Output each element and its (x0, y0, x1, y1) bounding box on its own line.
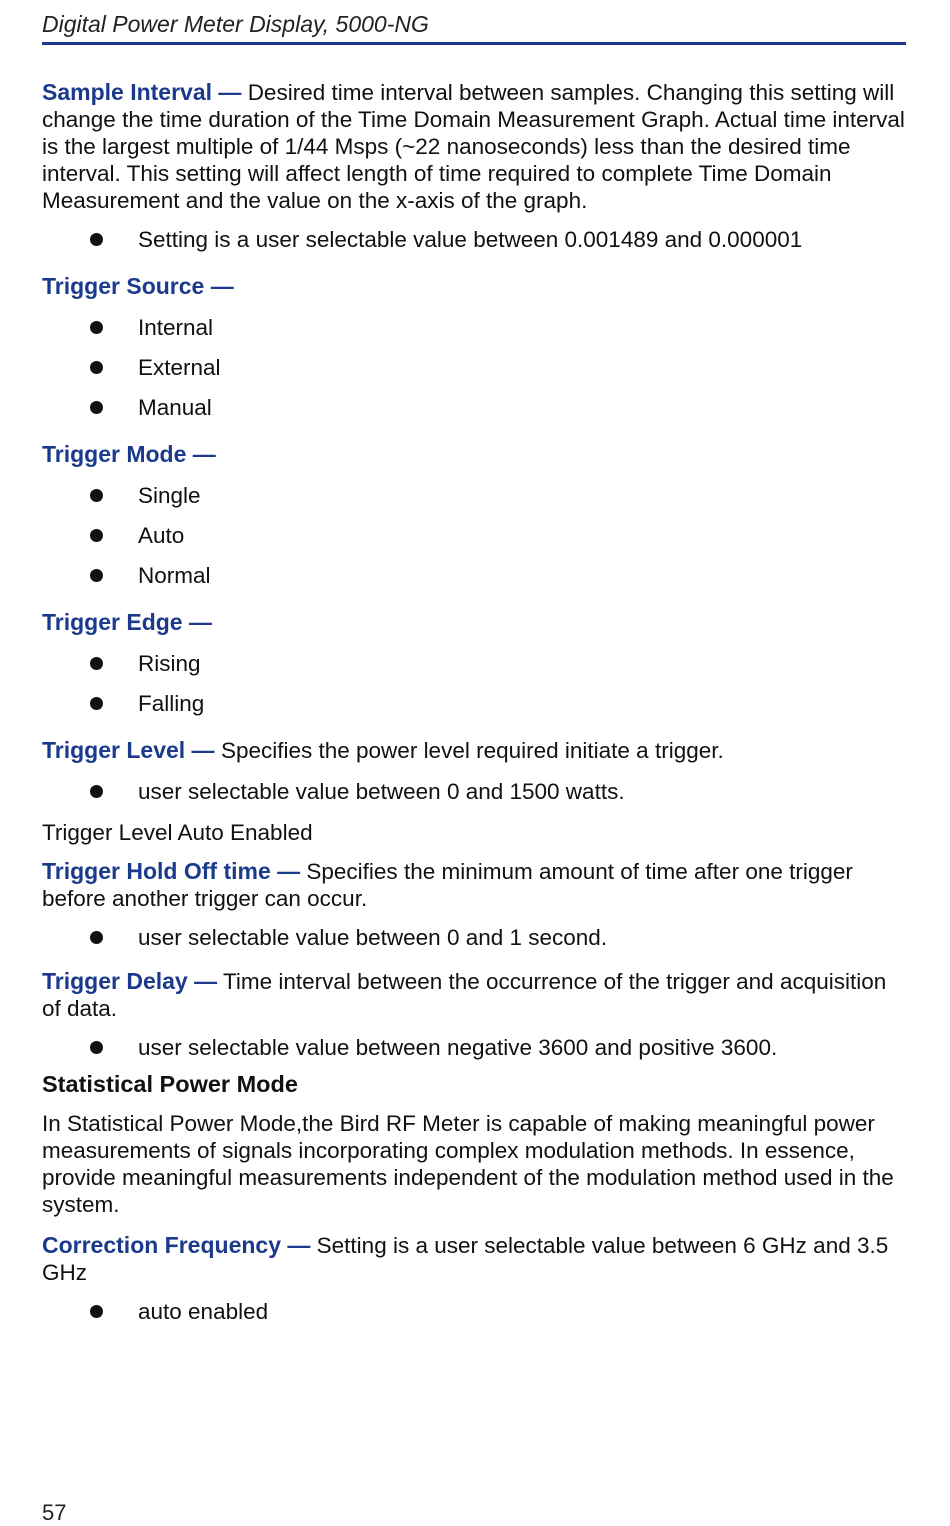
list-item-text: Rising (138, 651, 201, 676)
page-content (42, 79, 906, 1332)
trigger-mode-line (42, 438, 906, 470)
bullet-icon (90, 931, 103, 944)
document-page (42, 0, 906, 1525)
list-item (42, 684, 906, 724)
trigger-mode-list (42, 476, 906, 596)
trigger-level-heading: Trigger Level — (42, 737, 215, 763)
list-item (42, 308, 906, 348)
trigger-level-description: Specifies the power level required initiate a trigger. (220, 738, 724, 763)
list-item-text: Falling (138, 691, 205, 716)
list-item (42, 220, 906, 260)
trigger-edge-list (42, 644, 906, 724)
trigger-source-list (42, 308, 906, 428)
trigger-delay-heading: Trigger Delay — (42, 968, 218, 994)
bullet-icon (90, 1305, 103, 1318)
list-item-text: user selectable value between negative 3600 and positive 3600. (138, 1035, 778, 1060)
bullet-icon (90, 569, 103, 582)
list-item-text: Auto (138, 523, 185, 548)
list-item-text: user selectable value between 0 and 1500 watts. (138, 779, 625, 804)
correction-frequency-paragraph (42, 1232, 906, 1286)
correction-frequency-description: Setting is a user selectable value between 6 GHz and 3.5 GHz (42, 1233, 889, 1285)
trigger-hold-off-list (42, 918, 906, 958)
list-item (42, 556, 906, 596)
header-title: Digital Power Meter Display, 5000-NG (42, 11, 429, 37)
list-item (42, 516, 906, 556)
statistical-power-mode-title: Statistical Power Mode (42, 1071, 298, 1097)
list-item (42, 1028, 906, 1068)
sample-interval-heading: Sample Interval — (42, 79, 242, 105)
list-item (42, 476, 906, 516)
statistical-power-mode-body: In Statistical Power Mode,the Bird RF Meter is capable of making meaningful power measurements of signals incorporating complex modulation methods. In essence, provide meaningful measurements independent of the modulation method used in the system. (42, 1111, 894, 1217)
trigger-delay-list (42, 1028, 906, 1068)
list-item (42, 388, 906, 428)
bullet-icon (90, 529, 103, 542)
list-item (42, 772, 906, 812)
trigger-hold-off-heading: Trigger Hold Off time — (42, 858, 301, 884)
correction-frequency-list (42, 1292, 906, 1332)
bullet-icon (90, 401, 103, 414)
list-item-text: External (138, 355, 221, 380)
sample-interval-description: Desired time interval between samples. Changing this setting will change the time duration of the Time Domain Measurement Graph. Actual time interval is the largest multiple of 1/44 Msps (~22 nanoseconds) less than the desired time interval. This setting will affect length of time required to complete Time Domain Measurement and the value on the x-axis of the graph. (42, 80, 905, 213)
sample-interval-list (42, 220, 906, 260)
page-header (42, 8, 906, 40)
list-item-text: Normal (138, 563, 211, 588)
trigger-edge-line (42, 606, 906, 638)
list-item-text: user selectable value between 0 and 1 second. (138, 925, 608, 950)
trigger-source-line (42, 270, 906, 302)
trigger-delay-description: Time interval between the occurrence of the trigger and acquisition of data. (42, 969, 887, 1021)
bullet-icon (90, 321, 103, 334)
trigger-level-note: Trigger Level Auto Enabled (42, 820, 313, 845)
trigger-level-list (42, 772, 906, 812)
list-item (42, 644, 906, 684)
bullet-icon (90, 785, 103, 798)
list-item-text: Setting is a user selectable value between 0.001489 and 0.000001 (138, 227, 803, 252)
list-item-text: Single (138, 483, 201, 508)
bullet-icon (90, 361, 103, 374)
bullet-icon (90, 697, 103, 710)
correction-frequency-heading: Correction Frequency — (42, 1232, 311, 1258)
page-number: 57 (42, 1500, 67, 1525)
trigger-mode-heading: Trigger Mode — (42, 441, 216, 467)
trigger-edge-heading: Trigger Edge — (42, 609, 212, 635)
trigger-level-line (42, 734, 906, 766)
bullet-icon (90, 233, 103, 246)
list-item-text: auto enabled (138, 1299, 269, 1324)
trigger-hold-off-description: Specifies the minimum amount of time after one trigger before another trigger can occur. (42, 859, 853, 911)
list-item (42, 918, 906, 958)
list-item (42, 1292, 906, 1332)
trigger-hold-off-paragraph (42, 858, 906, 912)
list-item-text: Internal (138, 315, 214, 340)
bullet-icon (90, 1041, 103, 1054)
sample-interval-paragraph (42, 79, 906, 214)
header-rule (42, 42, 906, 45)
list-item-text: Manual (138, 395, 212, 420)
bullet-icon (90, 489, 103, 502)
bullet-icon (90, 657, 103, 670)
trigger-delay-paragraph (42, 968, 906, 1022)
list-item (42, 348, 906, 388)
trigger-source-heading: Trigger Source — (42, 273, 234, 299)
